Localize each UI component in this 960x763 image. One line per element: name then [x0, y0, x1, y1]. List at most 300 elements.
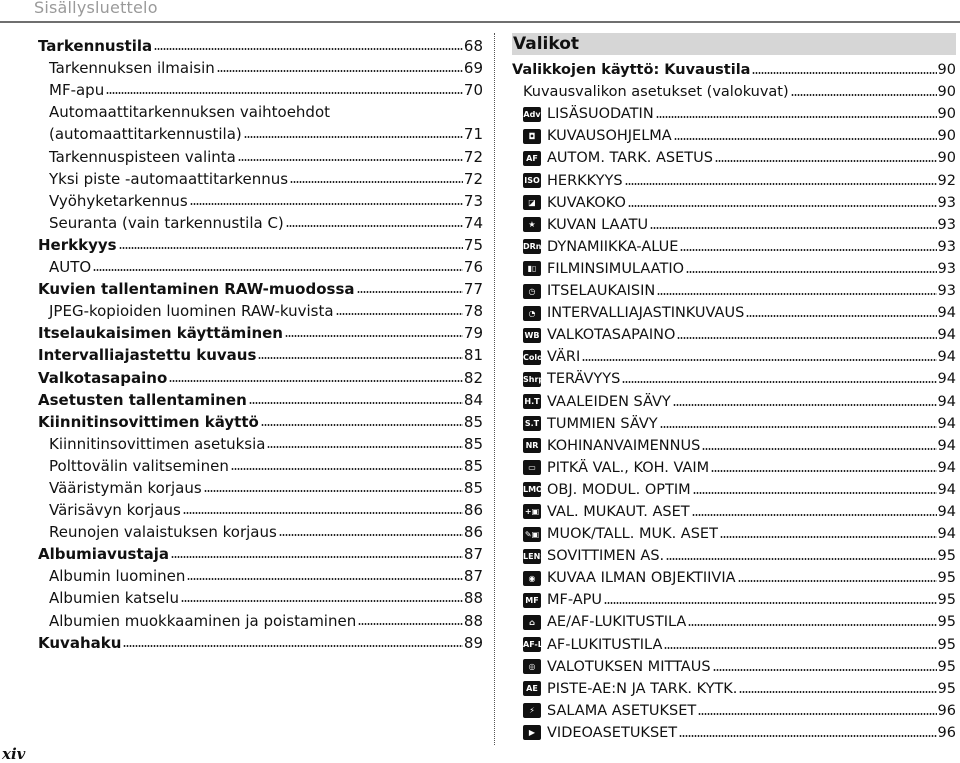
toc-entry-label [523, 393, 671, 411]
toc-entry[interactable] [512, 499, 956, 521]
dot-leader [123, 644, 463, 648]
dot-leader [752, 71, 936, 75]
toc-page-number: 93 [937, 283, 956, 300]
toc-entry[interactable] [38, 364, 483, 386]
toc-page-number: 92 [937, 172, 956, 189]
toc-page-number: 88 [463, 589, 483, 608]
toc-page-number: 76 [463, 258, 483, 277]
toc-entry[interactable] [512, 433, 956, 455]
toc-page-number: 96 [937, 724, 956, 741]
toc-entry-text: VAL. MUKAUT. ASET [547, 503, 690, 520]
dot-leader [702, 447, 936, 451]
toc-entry[interactable] [38, 497, 483, 519]
toc-entry[interactable] [38, 55, 483, 77]
dot-leader [93, 268, 463, 272]
toc-page-number: 75 [463, 235, 483, 254]
toc-entry[interactable] [512, 344, 956, 366]
toc-entry[interactable] [512, 190, 956, 212]
dot-leader [286, 224, 463, 228]
toc-entry[interactable] [38, 298, 483, 320]
dot-leader [181, 599, 463, 603]
flash-settings-icon: ⚡ [523, 703, 541, 718]
dot-leader [261, 423, 463, 427]
toc-entry-text: AF-LUKITUSTILA [547, 636, 663, 653]
dot-leader [204, 489, 463, 493]
toc-entry-label: Intervalliajastettu kuvaus [38, 346, 257, 365]
toc-entry-label [523, 348, 580, 366]
dot-leader [582, 358, 936, 362]
toc-page-number: 93 [937, 216, 956, 233]
toc-entry-label: Vyöhyketarkennus [49, 191, 188, 210]
toc-page-number: 94 [937, 415, 956, 432]
toc-entry[interactable] [512, 720, 956, 742]
toc-entry-text: VALKOTASAPAINO [547, 327, 676, 344]
toc-entry-text: PISTE-AE:N JA TARK. KYTK. [547, 680, 738, 697]
page-number: xiv [2, 745, 26, 763]
toc-entry-text: FILMINSIMULAATIO [547, 260, 685, 277]
toc-page-number: 93 [937, 238, 956, 255]
dot-leader [673, 403, 937, 407]
toc-entry-label [523, 105, 654, 123]
image-size-icon: ◪ [523, 195, 541, 210]
noise-reduction-icon: NR [523, 438, 541, 453]
toc-page-number: 95 [937, 548, 956, 565]
toc-entry-label [523, 636, 662, 654]
adv-filter-icon: Adv [523, 107, 541, 122]
toc-page-number: 86 [463, 501, 483, 520]
toc-entry-label: Albumiavustaja [38, 545, 170, 564]
dot-leader [119, 246, 463, 250]
iso-icon: ISO [523, 173, 541, 188]
toc-page-number: 93 [937, 194, 956, 211]
toc-entry[interactable] [38, 166, 483, 188]
toc-entry-text: INTERVALLIAJASTINKUVAUS [547, 305, 745, 322]
toc-entry[interactable] [38, 453, 483, 475]
toc-entry-label [523, 370, 620, 388]
dot-leader [279, 533, 463, 537]
dot-leader [358, 622, 463, 626]
toc-page-number: 94 [937, 327, 956, 344]
toc-entry-label [523, 304, 744, 322]
toc-entry-label: Automaattitarkennuksen vaihtoehdot [49, 103, 331, 122]
dot-leader [357, 290, 463, 294]
toc-entry-label [523, 127, 672, 145]
toc-page-number: 82 [463, 368, 483, 387]
toc-entry[interactable] [512, 609, 956, 631]
toc-entry[interactable] [38, 519, 483, 541]
dot-leader [711, 469, 936, 473]
dot-leader [249, 401, 463, 405]
toc-page-number: 81 [463, 346, 483, 365]
mount-adapter-icon: LENS [523, 549, 541, 564]
toc-entry-label [523, 613, 686, 631]
mf-assist-icon: MF [523, 593, 541, 608]
toc-entry[interactable] [512, 123, 956, 145]
toc-entry-label [523, 658, 711, 676]
toc-entry[interactable] [512, 366, 956, 388]
dynamic-range-icon: DRng [523, 239, 541, 254]
toc-page-number: 85 [463, 434, 483, 453]
toc-entry-text: VALOTUKSEN MITTAUS [547, 658, 711, 675]
photometry-icon: ◎ [523, 659, 541, 674]
toc-page-number: 86 [463, 523, 483, 542]
dot-leader [679, 734, 936, 738]
toc-entry-label: Albumien muokkaaminen ja poistaminen [49, 611, 357, 630]
toc-page-number: 68 [463, 37, 483, 56]
dot-leader [106, 91, 463, 95]
toc-entry[interactable] [38, 232, 483, 254]
toc-entry[interactable] [512, 654, 956, 676]
toc-entry-label: AUTO [49, 258, 92, 277]
toc-entry-text: MUOK/TALL. MUK. ASET [547, 526, 718, 543]
toc-page-number: 90 [937, 128, 956, 145]
toc-page-number: 85 [463, 456, 483, 475]
toc-entry-label: Herkkyys [38, 235, 117, 254]
toc-entry[interactable] [38, 607, 483, 629]
toc-entry-text: MF-APU [547, 592, 603, 609]
af-icon: AF [523, 151, 541, 166]
dot-leader [290, 180, 463, 184]
toc-page-number: 94 [937, 437, 956, 454]
toc-page-number: 89 [463, 633, 483, 652]
toc-entry-text: KOHINANVAIMENNUS [547, 437, 701, 454]
toc-entry-label: Itselaukaisimen käyttäminen [38, 324, 283, 343]
lens-modulation-icon: LMO [523, 482, 541, 497]
toc-page-number: 87 [463, 545, 483, 564]
toc-entry[interactable] [38, 99, 483, 121]
toc-page-number: 77 [463, 280, 483, 299]
dot-leader [657, 292, 936, 296]
edit-custom-setting-icon: ✎▣ [523, 527, 541, 542]
toc-entry-label: MF-apu [49, 81, 105, 100]
toc-entry-label: Kuvahaku [38, 633, 122, 652]
dot-leader [285, 334, 463, 338]
dot-leader [258, 356, 463, 360]
toc-page-number: 69 [463, 59, 483, 78]
dot-leader [656, 115, 937, 119]
toc-entry[interactable] [512, 587, 956, 609]
toc-entry[interactable] [38, 342, 483, 364]
dot-leader [720, 535, 937, 539]
dot-leader [698, 712, 936, 716]
dot-leader [738, 579, 937, 583]
toc-page-number: 71 [463, 125, 483, 144]
toc-page-number: 70 [463, 81, 483, 100]
toc-page-number: 94 [937, 305, 956, 322]
toc-entry-label: Kiinnitinsovittimen asetuksia [49, 434, 266, 453]
toc-entry[interactable] [512, 322, 956, 344]
toc-entry-text: HERKKYYS [547, 172, 623, 189]
dot-leader [622, 380, 936, 384]
toc-entry[interactable] [512, 300, 956, 322]
toc-entry-label [523, 525, 718, 543]
self-timer-icon: ◷ [523, 284, 541, 299]
dot-leader [688, 623, 936, 627]
toc-entry-label: Vääristymän korjaus [49, 478, 202, 497]
custom-setting-icon: +▣ [523, 504, 541, 519]
toc-entry[interactable] [38, 210, 483, 232]
movie-settings-icon: ▶ [523, 725, 541, 740]
toc-entry[interactable] [512, 676, 956, 698]
dot-leader [169, 379, 463, 383]
toc-entry-text: AE/AF-LUKITUSTILA [547, 614, 687, 631]
toc-entry[interactable] [512, 631, 956, 653]
toc-entry-label: Tarkennustila [38, 37, 153, 56]
toc-entry-label [523, 149, 713, 167]
toc-entry[interactable] [38, 143, 483, 165]
dot-leader [231, 467, 463, 471]
toc-page-number: 90 [937, 62, 956, 79]
dot-leader [692, 513, 937, 517]
interlock-spot-ae-icon: AE [523, 681, 541, 696]
dot-leader [693, 491, 937, 495]
column-divider [494, 33, 495, 745]
toc-entry-label: Seuranta (vain tarkennustila C) [49, 213, 284, 232]
toc-entry-label [523, 437, 700, 455]
toc-entry[interactable] [512, 565, 956, 587]
toc-entry[interactable] [38, 121, 483, 143]
toc-page-number: 87 [463, 567, 483, 586]
dot-leader [217, 69, 463, 73]
toc-page-number: 84 [463, 390, 483, 409]
toc-entry[interactable] [38, 387, 483, 409]
toc-entry-text: PITKÄ VAL., KOH. VAIM [547, 459, 710, 476]
toc-entry[interactable] [512, 57, 956, 79]
toc-page-number: 94 [937, 481, 956, 498]
toc-page-number: 72 [463, 147, 483, 166]
toc-entry-label: Kiinnitinsovittimen käyttö [38, 412, 259, 431]
toc-entry-text: OBJ. MODUL. OPTIM [547, 481, 691, 498]
toc-entry-text: VAALEIDEN SÄVY [547, 393, 671, 410]
toc-entry[interactable] [38, 409, 483, 431]
toc-page-number: 94 [937, 349, 956, 366]
toc-entry-label [523, 326, 675, 344]
toc-entry-text: AUTOM. TARK. ASETUS [547, 150, 713, 167]
toc-entry-text: KUVAN LAATU [547, 216, 649, 233]
toc-entry[interactable] [512, 79, 956, 101]
toc-entry[interactable] [512, 521, 956, 543]
toc-entry[interactable] [512, 411, 956, 433]
toc-entry-text: KUVAKOKO [547, 194, 626, 211]
dot-leader [238, 158, 463, 162]
interval-timer-icon: ◔ [523, 306, 541, 321]
toc-entry-label: Valikkojen käyttö: Kuvaustila [512, 62, 751, 79]
toc-page-number: 96 [937, 702, 956, 719]
toc-entry[interactable] [38, 320, 483, 342]
dot-leader [244, 135, 463, 139]
toc-entry-text: KUVAUSOHJELMA [547, 128, 672, 145]
toc-entry-label: Värisävyn korjaus [49, 501, 181, 520]
toc-entry[interactable] [38, 431, 483, 453]
toc-entry-label [523, 591, 602, 609]
toc-entry[interactable] [512, 167, 956, 189]
toc-entry[interactable] [512, 477, 956, 499]
toc-entry[interactable] [512, 234, 956, 256]
dot-leader [666, 557, 936, 561]
toc-entry-text: LISÄSUODATIN [547, 106, 654, 123]
toc-entry-text: VIDEOASETUKSET [547, 724, 678, 741]
dot-leader [686, 270, 937, 274]
dot-leader [650, 226, 936, 230]
toc-page-number: 72 [463, 169, 483, 188]
scene-icon: ◘ [523, 129, 541, 144]
image-quality-icon: ★ [523, 217, 541, 232]
toc-left-column [38, 33, 483, 652]
dot-leader [674, 137, 937, 141]
toc-page-number: 74 [463, 213, 483, 232]
toc-page-number: 93 [937, 260, 956, 277]
section-title-valikot: Valikot [512, 33, 956, 55]
dot-leader [715, 159, 937, 163]
toc-page-number: 94 [937, 371, 956, 388]
long-exposure-nr-icon: ▭ [523, 460, 541, 475]
toc-page-number: 95 [937, 636, 956, 653]
toc-page-number: 88 [463, 611, 483, 630]
toc-entry[interactable] [38, 563, 483, 585]
dot-leader [171, 555, 463, 559]
toc-entry-label: Valkotasapaino [38, 368, 168, 387]
toc-entry-text: DYNAMIIKKA-ALUE [547, 238, 679, 255]
toc-entry-label: Kuvien tallentaminen RAW-muodossa [38, 280, 355, 299]
toc-entry-label [523, 569, 736, 587]
running-header-title: Sisällysluettelo [34, 0, 158, 17]
toc-entry[interactable] [512, 455, 956, 477]
color-icon: Color [523, 350, 541, 365]
toc-entry-label [523, 547, 664, 565]
toc-entry-label: Polttovälin valitseminen [49, 456, 229, 475]
toc-page-number: 90 [937, 150, 956, 167]
toc-entry-label [523, 172, 623, 190]
menu-entry-list [512, 57, 956, 742]
toc-entry-label: Kuvausvalikon asetukset (valokuvat) [523, 84, 789, 101]
toc-page-number: 95 [937, 614, 956, 631]
dot-leader [267, 445, 462, 449]
toc-entry[interactable] [38, 541, 483, 563]
toc-entry-label: Tarkennuspisteen valinta [49, 147, 236, 166]
toc-entry[interactable] [38, 77, 483, 99]
toc-page-number: 94 [937, 503, 956, 520]
toc-entry[interactable] [38, 188, 483, 210]
toc-entry[interactable] [38, 276, 483, 298]
toc-entry-text: TERÄVYYS [547, 371, 621, 388]
toc-page-number: 94 [937, 526, 956, 543]
dot-leader [625, 182, 937, 186]
toc-entry-text: VÄRI [547, 349, 581, 366]
toc-entry[interactable] [512, 278, 956, 300]
dot-leader [336, 312, 463, 316]
toc-entry-label [523, 459, 709, 477]
dot-leader [187, 577, 463, 581]
toc-entry[interactable] [512, 145, 956, 167]
toc-entry-label [523, 702, 696, 720]
sharpness-icon: Shrp [523, 372, 541, 387]
toc-entry[interactable] [512, 256, 956, 278]
toc-entry-label: Yksi piste -automaattitarkennus [49, 169, 289, 188]
toc-entry[interactable] [38, 33, 483, 55]
ae-af-lock-mode-icon: ⌂ [523, 615, 541, 630]
white-balance-icon: WB [523, 328, 541, 343]
toc-page-number: 95 [937, 680, 956, 697]
highlight-tone-icon: H.T [523, 394, 541, 409]
toc-entry[interactable] [512, 101, 956, 123]
toc-entry-label [523, 260, 684, 278]
toc-right-column [512, 33, 956, 742]
toc-entry[interactable] [38, 585, 483, 607]
toc-entry[interactable] [38, 254, 483, 276]
dot-leader [183, 511, 463, 515]
dot-leader [190, 202, 463, 206]
dot-leader [660, 425, 937, 429]
toc-page-number: 94 [937, 459, 956, 476]
toc-entry-text: ITSELAUKAISIN [547, 283, 656, 300]
toc-entry[interactable] [38, 630, 483, 652]
toc-entry-label: Tarkennuksen ilmaisin [49, 59, 215, 78]
dot-leader [604, 601, 937, 605]
toc-entry-label [523, 724, 677, 742]
toc-entry[interactable] [512, 698, 956, 720]
af-lock-mode-icon: AF-L [523, 637, 541, 652]
toc-page-number: 94 [937, 393, 956, 410]
dot-leader [154, 47, 463, 51]
dot-leader [628, 204, 937, 208]
shoot-without-lens-icon: ◉ [523, 571, 541, 586]
toc-entry-label: JPEG-kopioiden luominen RAW-kuvista [49, 302, 334, 321]
toc-entry-text: TUMMIEN SÄVY [547, 415, 658, 432]
toc-page-number: 85 [463, 478, 483, 497]
dot-leader [677, 336, 936, 340]
toc-entry-label [523, 503, 690, 521]
toc-entry-text: SOVITTIMEN AS. [547, 548, 665, 565]
toc-entry-label [523, 282, 655, 300]
toc-page-number: 90 [937, 84, 956, 101]
toc-page-number: 73 [463, 191, 483, 210]
toc-entry[interactable] [512, 543, 956, 565]
toc-page-number: 95 [937, 592, 956, 609]
toc-entry-label: (automaattitarkennustila) [49, 125, 242, 144]
toc-page-number: 85 [463, 412, 483, 431]
toc-entry-text: SALAMA ASETUKSET [547, 702, 697, 719]
toc-entry[interactable] [512, 388, 956, 410]
toc-entry-label [523, 481, 691, 499]
toc-entry-label [523, 680, 737, 698]
toc-entry-label: Asetusten tallentaminen [38, 390, 247, 409]
film-simulation-icon: ▮▯ [523, 261, 541, 276]
toc-page-number: 78 [463, 302, 483, 321]
toc-entry-label [523, 216, 648, 234]
toc-entry-label [523, 238, 678, 256]
toc-page-number: 95 [937, 658, 956, 675]
dot-leader [680, 248, 936, 252]
dot-leader [739, 690, 936, 694]
toc-entry-label: Reunojen valaistuksen korjaus [49, 523, 277, 542]
dot-leader [791, 93, 937, 97]
toc-entry-text: KUVAA ILMAN OBJEKTIIVIA [547, 570, 736, 587]
shadow-tone-icon: S.T [523, 416, 541, 431]
toc-page-number: 79 [463, 324, 483, 343]
toc-entry-label [523, 194, 626, 212]
toc-page-number: 95 [937, 570, 956, 587]
toc-entry-label: Albumin luominen [49, 567, 186, 586]
dot-leader [713, 668, 937, 672]
toc-entry[interactable] [512, 212, 956, 234]
header-rule [0, 21, 960, 23]
toc-entry-label: Albumien katselu [49, 589, 179, 608]
toc-entry-label [523, 415, 658, 433]
dot-leader [746, 314, 936, 318]
toc-page-number: 90 [937, 106, 956, 123]
toc-entry[interactable] [38, 475, 483, 497]
dot-leader [664, 646, 936, 650]
